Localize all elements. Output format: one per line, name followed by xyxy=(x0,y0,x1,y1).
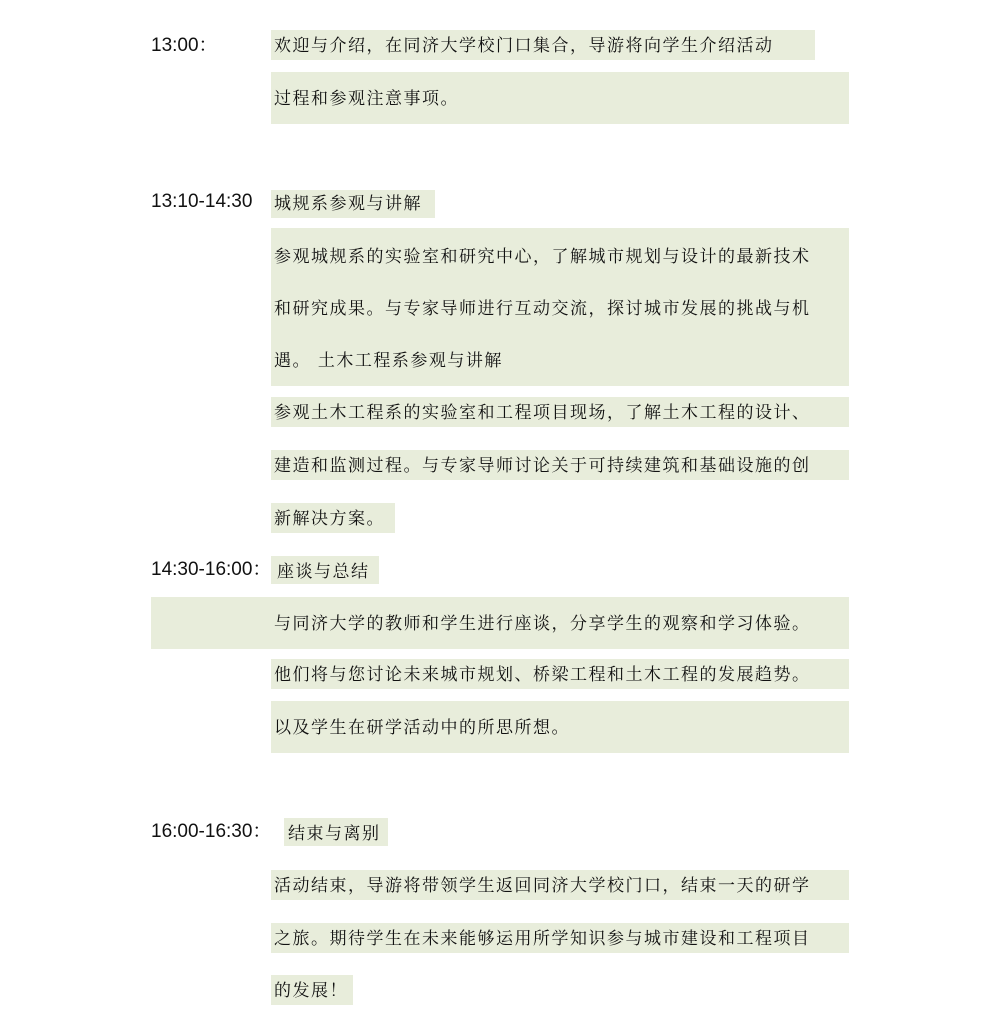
schedule-time: 16:00-16:30： xyxy=(151,821,272,842)
schedule-text-line: 以及学生在研学活动中的所思所想。 xyxy=(274,718,570,738)
schedule-title: 结束与离别 xyxy=(288,824,381,844)
schedule-text-line: 遇。 土木工程系参观与讲解 xyxy=(274,351,503,371)
schedule-time: 13:10-14:30 xyxy=(151,191,253,212)
schedule-text-line: 参观土木工程系的实验室和工程项目现场，了解土木工程的设计、 xyxy=(274,403,811,423)
schedule-text-line: 活动结束，导游将带领学生返回同济大学校门口，结束一天的研学 xyxy=(274,876,811,896)
schedule-text-line: 参观城规系的实验室和研究中心，了解城市规划与设计的最新技术 xyxy=(274,247,811,267)
schedule-text-line: 之旅。期待学生在未来能够运用所学知识参与城市建设和工程项目 xyxy=(274,929,811,949)
schedule-text-line: 他们将与您讨论未来城市规划、桥梁工程和土木工程的发展趋势。 xyxy=(274,665,811,685)
schedule-text-line: 建造和监测过程。与专家导师讨论关于可持续建筑和基础设施的创 xyxy=(274,456,811,476)
schedule-text-line: 和研究成果。与专家导师进行互动交流，探讨城市发展的挑战与机 xyxy=(274,299,811,319)
schedule-time: 14:30-16:00： xyxy=(151,559,272,580)
schedule-text-line: 过程和参观注意事项。 xyxy=(274,89,459,109)
schedule-text-line: 欢迎与介绍，在同济大学校门口集合，导游将向学生介绍活动 xyxy=(274,36,774,56)
schedule-text-line: 的发展！ xyxy=(274,981,348,1001)
schedule-title: 座谈与总结 xyxy=(277,562,370,582)
schedule-text-line: 新解决方案。 xyxy=(274,509,385,529)
schedule-time: 13:00： xyxy=(151,35,218,56)
schedule-text-line: 与同济大学的教师和学生进行座谈，分享学生的观察和学习体验。 xyxy=(274,614,811,634)
schedule-title: 城规系参观与讲解 xyxy=(274,194,422,214)
